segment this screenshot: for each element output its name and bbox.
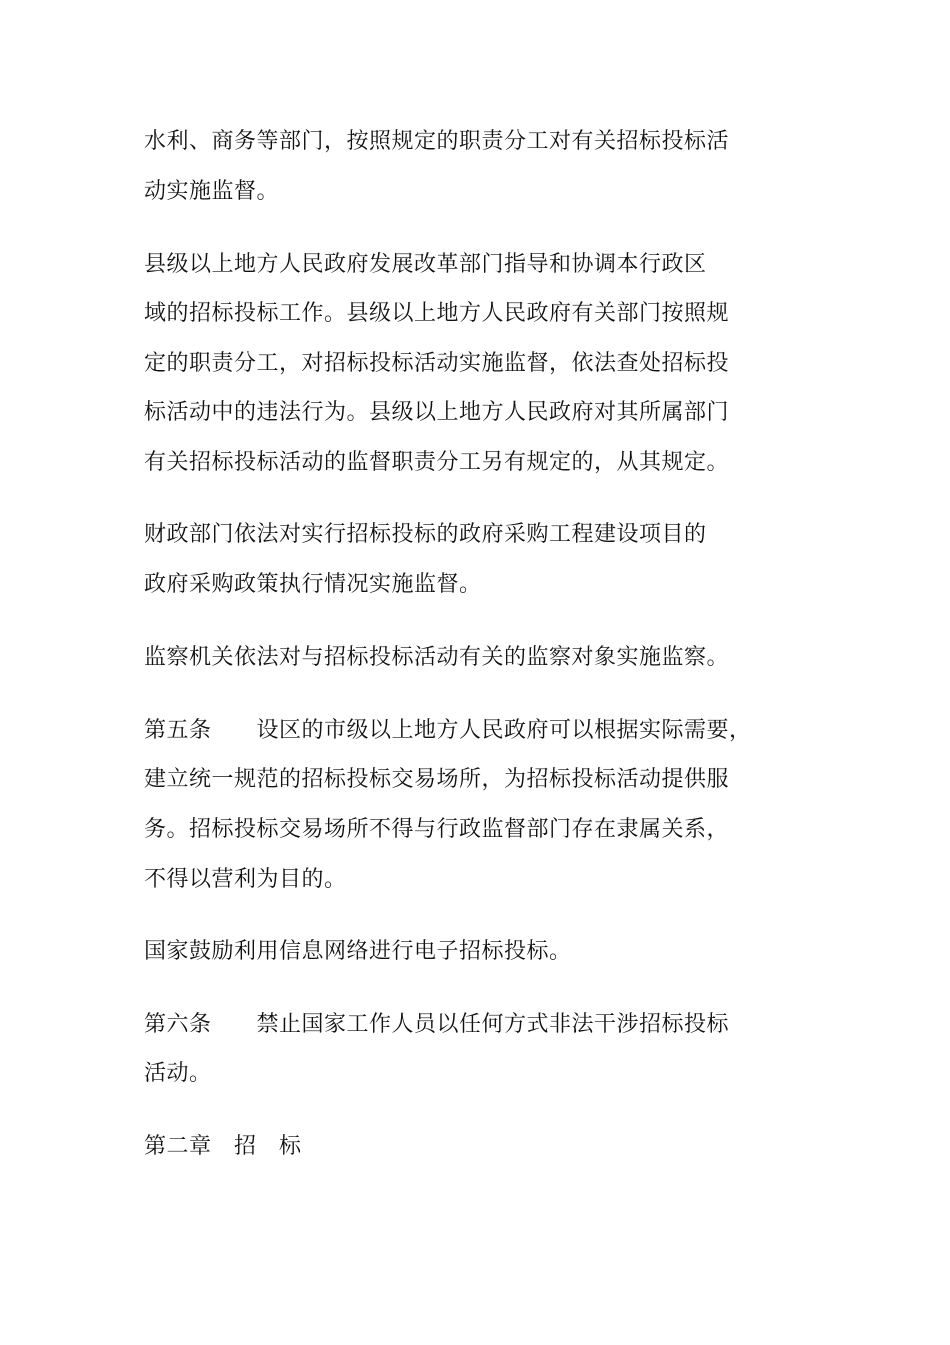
article-heading-line: 第六条 禁止国家工作人员以任何方式非法干涉招标投标 — [144, 1012, 730, 1037]
chapter-heading: 第二章 招 标 — [144, 1134, 302, 1159]
text-line: 动实施监督。 — [144, 179, 280, 204]
text-line: 政府采购政策执行情况实施监督。 — [144, 572, 482, 597]
text-line: 不得以营利为目的。 — [144, 867, 347, 892]
text-line: 水利、商务等部门，按照规定的职责分工对有关招标投标活 — [144, 129, 730, 154]
text-line: 县级以上地方人民政府发展改革部门指导和协调本行政区 — [144, 252, 707, 277]
text-line: 活动。 — [144, 1061, 212, 1086]
text-line: 建立统一规范的招标投标交易场所，为招标投标活动提供服 — [144, 767, 730, 792]
article-heading-line: 第五条 设区的市级以上地方人民政府可以根据实际需要， — [144, 718, 752, 743]
text-line: 有关招标投标活动的监督职责分工另有规定的，从其规定。 — [144, 450, 730, 475]
text-line: 务。招标投标交易场所不得与行政监督部门存在隶属关系， — [144, 817, 730, 842]
text-line: 财政部门依法对实行招标投标的政府采购工程建设项目的 — [144, 522, 707, 547]
text-line: 标活动中的违法行为。县级以上地方人民政府对其所属部门 — [144, 400, 730, 425]
text-line: 国家鼓励利用信息网络进行电子招标投标。 — [144, 939, 572, 964]
text-line: 监察机关依法对与招标投标活动有关的监察对象实施监察。 — [144, 645, 730, 670]
text-line: 域的招标投标工作。县级以上地方人民政府有关部门按照规 — [144, 301, 730, 326]
text-line: 定的职责分工，对招标投标活动实施监督，依法查处招标投 — [144, 351, 730, 376]
